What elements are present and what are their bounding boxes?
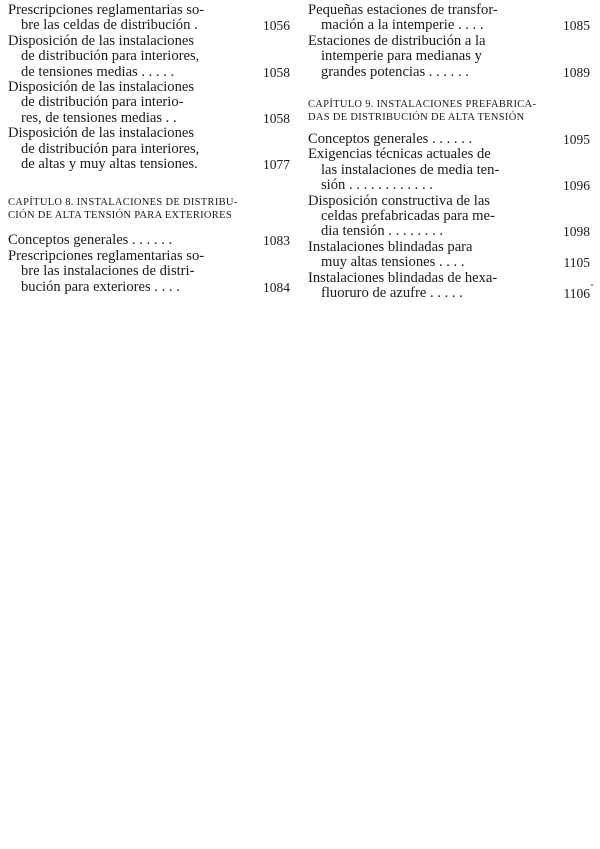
entry-line: sión . . . . . . . . . . . . — [321, 178, 433, 194]
toc-entry[interactable] — [308, 3, 590, 34]
chapter-line: CAPÍTULO 9. INSTALACIONES PREFABRICA- — [308, 99, 537, 111]
chapter-heading — [8, 196, 290, 222]
entry-line: Pequeñas estaciones de transfor- — [308, 3, 498, 18]
entry-line: celdas prefabricadas para me- — [321, 209, 495, 225]
toc-entry[interactable] — [8, 3, 290, 34]
chapter-line: CIÓN DE ALTA TENSIÓN PARA EXTERIORES — [8, 210, 232, 222]
entry-line: Exigencias técnicas actuales de — [308, 147, 491, 163]
page-number: 1084 — [263, 279, 290, 295]
entry-line: de distribución para interiores, — [21, 141, 200, 157]
entry-line: Instalaciones blindadas para — [308, 239, 473, 255]
entry-line: Disposición de las instalaciones — [8, 33, 195, 49]
entry-line: de tensiones medias . . . . . — [21, 64, 175, 80]
entry-line: Prescripciones reglamentarias so- — [8, 248, 205, 264]
page-number: 1095 — [563, 132, 590, 148]
toc-entry[interactable] — [8, 126, 290, 172]
page-number: 1089 — [563, 64, 590, 80]
page-number: 1083 — [263, 233, 290, 249]
chapter-heading — [308, 98, 590, 124]
toc-entry[interactable] — [8, 249, 290, 295]
page-number: 1058 — [263, 64, 290, 80]
entry-line: intemperie para medianas y — [321, 49, 482, 65]
page-number: 1096 — [563, 178, 590, 194]
entry-line: Disposición constructiva de las — [308, 193, 490, 209]
entry-line: bución para exteriores . . . . — [21, 279, 180, 295]
entry-line: muy altas tensiones . . . . — [321, 255, 465, 271]
page-number: 1077 — [263, 157, 290, 173]
toc-entry[interactable] — [8, 233, 290, 248]
entry-line: Estaciones de distribución a la — [308, 33, 486, 49]
entry-line: de altas y muy altas tensiones. — [21, 157, 198, 173]
toc-entry[interactable] — [308, 240, 590, 271]
entry-line: bre las celdas de distribución . — [21, 18, 198, 34]
entry-line: mación a la intemperie . . . . — [321, 18, 484, 34]
right-column — [308, 3, 590, 302]
entry-line: Conceptos generales . . . . . . — [8, 233, 173, 249]
entry-line: Conceptos generales . . . . . . — [308, 132, 473, 148]
chapter-line: DAS DE DISTRIBUCIÓN DE ALTA TENSIÓN — [308, 112, 525, 124]
entry-line: res, de tensiones medias . . — [21, 110, 177, 126]
entry-line: Disposición de las instalaciones — [8, 126, 195, 142]
toc-entry[interactable] — [308, 271, 590, 302]
page-number: 1098 — [563, 224, 590, 240]
toc-entry[interactable] — [308, 34, 590, 80]
entry-line: bre las instalaciones de distri- — [21, 264, 195, 280]
entry-line: dia tensión . . . . . . . . — [321, 224, 444, 240]
page-number: 1105 — [563, 255, 590, 271]
entry-line: las instalaciones de media ten- — [321, 162, 500, 178]
entry-line: de distribución para interio- — [21, 95, 184, 111]
toc-entry[interactable] — [8, 80, 290, 126]
entry-line: Prescripciones reglamentarias so- — [8, 3, 205, 18]
toc-entry[interactable] — [308, 132, 590, 147]
entry-line: grandes potencias . . . . . . — [321, 64, 469, 80]
left-column — [8, 3, 290, 295]
toc-entry[interactable] — [8, 34, 290, 80]
entry-line: fluoruro de azufre . . . . . — [321, 286, 463, 302]
entry-line: Disposición de las instalaciones — [8, 80, 195, 96]
page-number: 1106 — [563, 286, 590, 302]
chapter-line: CAPÍTULO 8. INSTALACIONES DE DISTRIBU- — [8, 197, 238, 209]
page-number: 1085 — [563, 18, 590, 34]
page-number: 1056 — [263, 18, 290, 34]
scan-speck — [591, 284, 593, 286]
toc-entry[interactable] — [308, 147, 590, 193]
toc-entry[interactable] — [308, 194, 590, 240]
entry-line: Instalaciones blindadas de hexa- — [308, 270, 498, 286]
entry-line: de distribución para interiores, — [21, 49, 200, 65]
page-number: 1058 — [263, 110, 290, 126]
